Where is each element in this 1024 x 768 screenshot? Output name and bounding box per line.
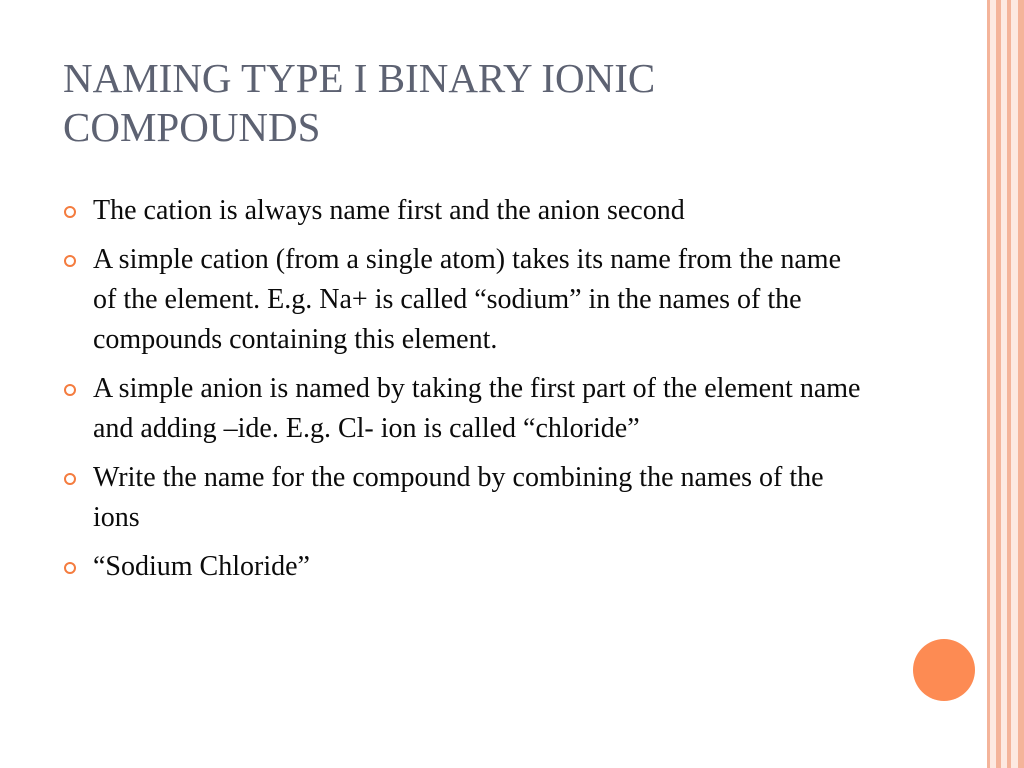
circle-bullet-icon bbox=[64, 206, 76, 218]
bullet-text: A simple anion is named by taking the first part of the element name and adding –ide. E.g. Cl- ion is called “chloride” bbox=[93, 373, 861, 444]
decorative-stripe bbox=[1018, 0, 1024, 768]
decorative-circle bbox=[913, 639, 975, 701]
circle-bullet-icon bbox=[64, 473, 76, 485]
bullet-text: “Sodium Chloride” bbox=[93, 551, 310, 582]
bullet-item bbox=[62, 240, 862, 360]
bullet-item bbox=[62, 369, 862, 449]
bullet-item bbox=[62, 458, 862, 538]
circle-bullet-icon bbox=[64, 562, 76, 574]
slide-title: NAMING TYPE I BINARY IONIC COMPOUNDS bbox=[63, 55, 656, 150]
decorative-stripe bbox=[1011, 0, 1018, 768]
bullet-text: A simple cation (from a single atom) takes its name from the name of the element. E.g. Na+ is called “sodium” in the names of the compounds containing this element. bbox=[93, 244, 842, 355]
circle-bullet-icon bbox=[64, 384, 76, 396]
circle-bullet-icon bbox=[64, 255, 76, 267]
bullet-text: The cation is always name first and the anion second bbox=[93, 195, 685, 226]
bullet-list bbox=[62, 191, 862, 596]
bullet-text: Write the name for the compound by combining the names of the ions bbox=[93, 462, 824, 533]
bullet-item bbox=[62, 191, 862, 231]
bullet-item bbox=[62, 547, 862, 587]
